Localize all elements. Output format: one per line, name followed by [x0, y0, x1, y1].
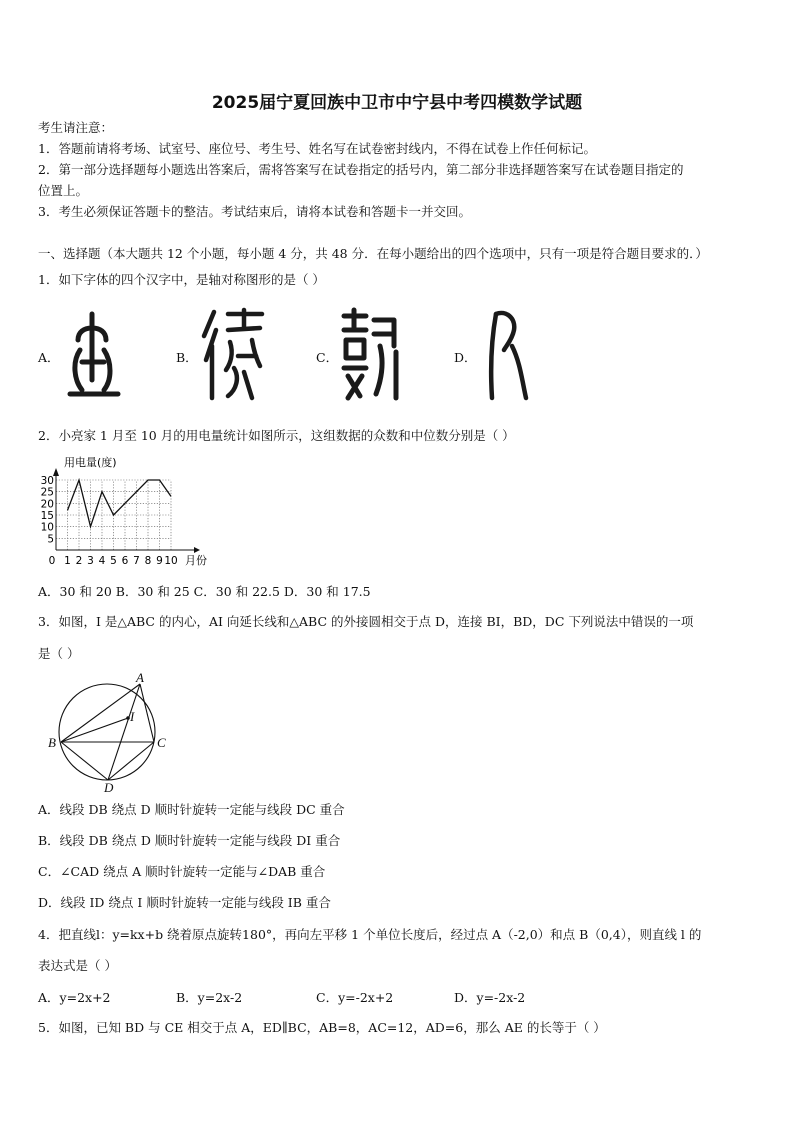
point-label-c: C: [157, 735, 166, 750]
y-tick-label: 10: [40, 521, 54, 534]
y-tick-label: 30: [40, 475, 54, 487]
y-tick-label: 15: [40, 510, 54, 522]
seal-glyph-b-image: [200, 306, 270, 404]
question-2-options: A．30 和 20 B．30 和 25 C．30 和 22.5 D．30 和 17.5: [38, 584, 371, 599]
q3-option-c: C．∠CAD 绕点 A 顺时针旋转一定能与∠DAB 重合: [38, 864, 326, 879]
chart-xlabel: 月份: [185, 554, 207, 567]
x-tick-label: 7: [133, 555, 140, 567]
chart-axes: [53, 468, 200, 553]
q4-option-c: C．y=-2x+2: [316, 990, 394, 1005]
x-tick-label: 6: [121, 555, 129, 567]
x-tick-label: 9: [156, 555, 163, 567]
question-3-stem: 3．如图，I 是△ABC 的内心，AI 向延长线和△ABC 的外接圆相交于点 D，连接 BI，BD，DC 下列说法中错误的一项: [38, 614, 694, 629]
circle-diagram: [46, 670, 176, 794]
x-tick-label: 5: [110, 555, 117, 567]
x-tick-label: 2: [75, 555, 83, 567]
point-label-a: A: [136, 670, 144, 685]
notice-heading: 考生请注意：: [38, 120, 114, 135]
q1-option-c-label: C．: [316, 350, 339, 365]
chart-ticks: [41, 475, 178, 567]
section-heading: 一、选择题（本大题共 12 个小题，每小题 4 分，共 48 分．在每小题给出的四个选项中，只有一项是符合题目要求的．）: [38, 246, 708, 261]
seal-glyph-c-image: [340, 306, 400, 404]
question-4-stem: 4．把直线l：y=kx+b 绕着原点旋转180°，再向左平移 1 个单位长度后，经过点 A（-2,0）和点 B（0,4），则直线 l 的: [38, 927, 702, 942]
q3-option-d: D．线段 ID 绕点 I 顺时针旋转一定能与线段 IB 重合: [38, 895, 331, 910]
q3-option-b: B．线段 DB 绕点 D 顺时针旋转一定能与线段 DI 重合: [38, 833, 341, 848]
question-2-stem: 2．小亮家 1 月至 10 月的用电量统计如图所示，这组数据的众数和中位数分别是（ ）: [38, 428, 515, 443]
q4-option-d: D．y=-2x-2: [454, 990, 526, 1005]
x-tick-label: 3: [87, 555, 94, 567]
notice-item: 位置上。: [38, 183, 89, 198]
x-tick-label: 4: [98, 555, 106, 567]
question-3-stem-cont: 是（ ）: [38, 646, 80, 661]
chart-series-line: [68, 480, 172, 527]
y-tick-label: 20: [40, 498, 54, 511]
q4-option-a: A．y=2x+2: [38, 990, 111, 1005]
q4-option-b: B．y=2x-2: [176, 990, 243, 1005]
q1-option-b-label: B．: [176, 350, 198, 365]
q1-option-a-label: A．: [38, 350, 60, 365]
chart-ylabel: 用电量(度): [64, 456, 117, 469]
notice-item: 3．考生必须保证答题卡的整洁。考试结束后，请将本试卷和答题卡一并交回。: [38, 204, 471, 219]
q1-option-d-label: D．: [454, 350, 477, 365]
y-tick-label: 5: [47, 533, 54, 546]
seal-glyph-a-image: [62, 310, 132, 402]
notice-item: 2．第一部分选择题每小题选出答案后，需将答案写在试卷指定的括号内，第二部分非选择题答案写在试卷题目指定的: [38, 162, 684, 177]
question-5-stem: 5．如图，已知 BD 与 CE 相交于点 A，ED∥BC，AB=8，AC=12，AD=6，那么 AE 的长等于（ ）: [38, 1020, 606, 1035]
point-label-b: B: [48, 735, 56, 750]
question-4-stem-cont: 表达式是（ ）: [38, 958, 117, 973]
x-tick-label: 8: [144, 555, 152, 567]
x-tick-label: 10: [164, 555, 178, 567]
y-tick-label: 25: [40, 486, 54, 499]
page-title: 2025届宁夏回族中卫市中宁县中考四模数学试题: [211, 93, 583, 113]
point-label-d: D: [104, 780, 114, 795]
point-label-i: I: [130, 709, 135, 724]
question-1-stem: 1．如下字体的四个汉字中，是轴对称图形的是（ ）: [38, 272, 325, 287]
seal-glyph-d-image: [478, 306, 534, 404]
electricity-line-chart: [38, 452, 218, 572]
notice-item: 1．答题前请将考场、试室号、座位号、考生号、姓名写在试卷密封线内，不得在试卷上作任何标记。: [38, 141, 596, 156]
x-tick-label: 0: [48, 555, 56, 567]
x-tick-label: 1: [64, 555, 71, 567]
q3-option-a: A．线段 DB 绕点 D 顺时针旋转一定能与线段 DC 重合: [38, 802, 345, 817]
